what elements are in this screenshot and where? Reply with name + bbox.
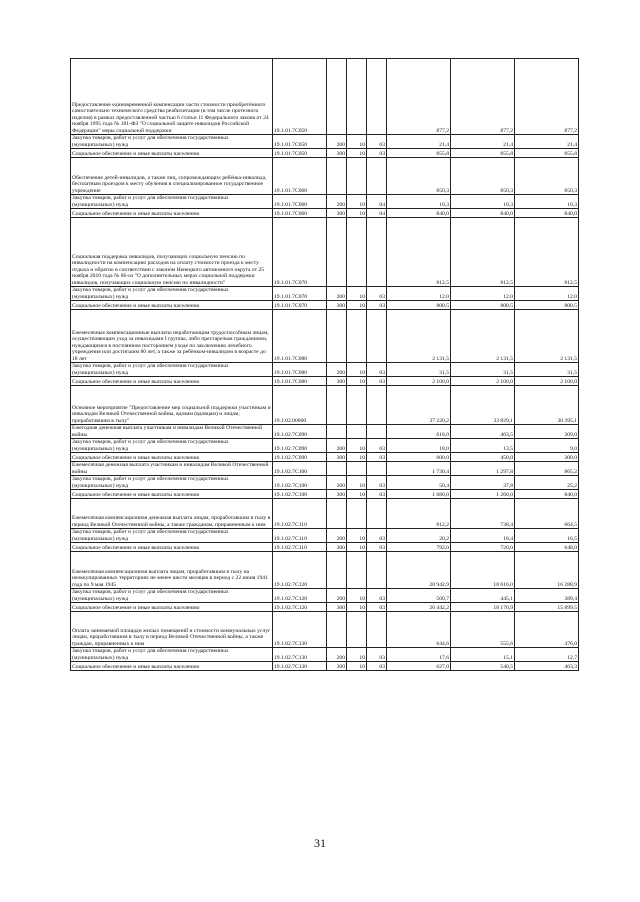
amount-year-1: 840,0 bbox=[387, 209, 451, 218]
amount-year-3: 21,4 bbox=[515, 135, 579, 149]
row-name: Социальное обеспечение и иные выплаты населению bbox=[71, 301, 273, 310]
budget-table bbox=[70, 58, 579, 671]
amount-year-3: 12,0 bbox=[515, 287, 579, 301]
amount-year-1: 812,5 bbox=[387, 218, 451, 287]
subsection bbox=[367, 59, 387, 135]
table-row bbox=[71, 612, 579, 648]
amount-year-3: 812,5 bbox=[515, 218, 579, 287]
target-code: 19.1.01.7C070 bbox=[273, 301, 327, 310]
amount-year-1: 500,7 bbox=[387, 589, 451, 603]
amount-year-2: 18 616,0 bbox=[451, 552, 515, 589]
row-name: Закупка товаров, работ и услуг для обеспечения государственных (муниципальных) нужд bbox=[71, 648, 273, 662]
section: 10 bbox=[347, 603, 367, 612]
target-code: 19.1.02.7C120 bbox=[273, 589, 327, 603]
target-code: 19.1.02.7C130 bbox=[273, 612, 327, 648]
subsection: 03 bbox=[367, 543, 387, 552]
amount-year-2: 540,5 bbox=[451, 662, 515, 671]
amount-year-2: 720,0 bbox=[451, 543, 515, 552]
amount-year-1: 20 442,2 bbox=[387, 603, 451, 612]
amount-year-2: 840,0 bbox=[451, 209, 515, 218]
amount-year-1: 21,4 bbox=[387, 135, 451, 149]
table-row bbox=[71, 310, 579, 363]
target-code: 19.1.02.7C120 bbox=[273, 552, 327, 589]
amount-year-2: 12,0 bbox=[451, 287, 515, 301]
amount-year-3: 664,5 bbox=[515, 499, 579, 529]
section bbox=[347, 612, 367, 648]
section: 10 bbox=[347, 543, 367, 552]
row-name: Закупка товаров, работ и услуг для обеспечения государственных (муниципальных) нужд bbox=[71, 439, 273, 453]
target-code: 19.1.02.7C110 bbox=[273, 543, 327, 552]
expense-type: 200 bbox=[327, 195, 347, 209]
target-code: 19.1.02.7C130 bbox=[273, 662, 327, 671]
expense-type bbox=[327, 612, 347, 648]
amount-year-3: 9,0 bbox=[515, 439, 579, 453]
amount-year-1: 800,5 bbox=[387, 301, 451, 310]
amount-year-3: 10,3 bbox=[515, 195, 579, 209]
expense-type: 300 bbox=[327, 543, 347, 552]
expense-type bbox=[327, 462, 347, 476]
amount-year-3: 300,0 bbox=[515, 453, 579, 462]
section: 10 bbox=[347, 589, 367, 603]
table-row bbox=[71, 552, 579, 589]
section: 10 bbox=[347, 439, 367, 453]
amount-year-1: 31,5 bbox=[387, 363, 451, 377]
row-name: Предоставление единовременной компенсации части стоимости приобретённого самостоятельно технического средства реабилитации (в том числе протезного изделия) в рамках предоставленной частью 6 статьи 11 Федерального закона от 24 ноября 1995 года № 181-ФЗ "О социальной защите инвалидов Российской Федерации" меры социальной поддержки bbox=[71, 59, 273, 135]
expense-type bbox=[327, 552, 347, 589]
amount-year-3: 476,0 bbox=[515, 612, 579, 648]
amount-year-2: 800,5 bbox=[451, 301, 515, 310]
amount-year-2: 812,5 bbox=[451, 218, 515, 287]
subsection: 03 bbox=[367, 377, 387, 386]
target-code: 19.1.02.7C100 bbox=[273, 476, 327, 490]
row-name: Ежемесячная денежная выплата участникам и инвалидам Великой Отечественной войны bbox=[71, 462, 273, 476]
table-row bbox=[71, 59, 579, 135]
expense-type: 300 bbox=[327, 490, 347, 499]
amount-year-1: 600,0 bbox=[387, 453, 451, 462]
amount-year-2: 13,5 bbox=[451, 439, 515, 453]
amount-year-3: 30 395,1 bbox=[515, 386, 579, 425]
table-row bbox=[71, 377, 579, 386]
amount-year-3: 2 100,0 bbox=[515, 377, 579, 386]
table-row bbox=[71, 363, 579, 377]
section: 10 bbox=[347, 490, 367, 499]
amount-year-1: 812,2 bbox=[387, 499, 451, 529]
expense-type: 300 bbox=[327, 209, 347, 218]
target-code: 19.1.02.7C100 bbox=[273, 490, 327, 499]
subsection: 03 bbox=[367, 589, 387, 603]
amount-year-1: 2 100,0 bbox=[387, 377, 451, 386]
table-row bbox=[71, 476, 579, 490]
target-code: 19.1.02.7C090 bbox=[273, 453, 327, 462]
amount-year-3: 309,0 bbox=[515, 425, 579, 439]
row-name: Ежегодная денежная выплата участникам и инвалидам Великой Отечественной войны bbox=[71, 425, 273, 439]
amount-year-3: 463,3 bbox=[515, 662, 579, 671]
section bbox=[347, 158, 367, 195]
amount-year-2: 33 829,1 bbox=[451, 386, 515, 425]
amount-year-1: 627,0 bbox=[387, 662, 451, 671]
amount-year-3: 850,3 bbox=[515, 158, 579, 195]
table-row bbox=[71, 386, 579, 425]
section bbox=[347, 386, 367, 425]
amount-year-3: 16 288,9 bbox=[515, 552, 579, 589]
expense-type: 200 bbox=[327, 529, 347, 543]
table-row bbox=[71, 529, 579, 543]
row-name: Ежемесячная компенсационная денежная выплата лицам, проработавшим в тылу в период Великой Отечественной войны, а также гражданам, приравненным к ним bbox=[71, 499, 273, 529]
section: 10 bbox=[347, 195, 367, 209]
row-name: Социальное обеспечение и иные выплаты населению bbox=[71, 543, 273, 552]
subsection: 03 bbox=[367, 363, 387, 377]
section: 10 bbox=[347, 135, 367, 149]
row-name: Закупка товаров, работ и услуг для обеспечения государственных (муниципальных) нужд bbox=[71, 589, 273, 603]
table-row bbox=[71, 462, 579, 476]
amount-year-2: 1 260,0 bbox=[451, 490, 515, 499]
subsection: 03 bbox=[367, 648, 387, 662]
expense-type bbox=[327, 218, 347, 287]
target-code: 19.1.02.7C120 bbox=[273, 603, 327, 612]
table-row bbox=[71, 218, 579, 287]
section: 10 bbox=[347, 648, 367, 662]
amount-year-2: 445,1 bbox=[451, 589, 515, 603]
subsection: 03 bbox=[367, 490, 387, 499]
row-name: Социальное обеспечение и иные выплаты населению bbox=[71, 662, 273, 671]
row-name: Закупка товаров, работ и услуг для обеспечения государственных (муниципальных) нужд bbox=[71, 135, 273, 149]
table-row bbox=[71, 499, 579, 529]
subsection: 03 bbox=[367, 439, 387, 453]
subsection: 03 bbox=[367, 135, 387, 149]
subsection: 03 bbox=[367, 476, 387, 490]
table-row bbox=[71, 648, 579, 662]
amount-year-3: 840,0 bbox=[515, 209, 579, 218]
expense-type bbox=[327, 425, 347, 439]
section bbox=[347, 499, 367, 529]
amount-year-3: 800,5 bbox=[515, 301, 579, 310]
amount-year-1: 877,2 bbox=[387, 59, 451, 135]
row-name: Социальное обеспечение и иные выплаты населению bbox=[71, 490, 273, 499]
amount-year-2: 2 131,5 bbox=[451, 310, 515, 363]
target-code: 19.1.02.7C110 bbox=[273, 499, 327, 529]
amount-year-2: 738,4 bbox=[451, 499, 515, 529]
amount-year-2: 855,8 bbox=[451, 149, 515, 158]
amount-year-1: 50,4 bbox=[387, 476, 451, 490]
section: 10 bbox=[347, 287, 367, 301]
row-name: Социальное обеспечение и иные выплаты населению bbox=[71, 603, 273, 612]
amount-year-2: 21,4 bbox=[451, 135, 515, 149]
page-number: 31 bbox=[314, 836, 326, 850]
expense-type: 200 bbox=[327, 363, 347, 377]
amount-year-3: 16,5 bbox=[515, 529, 579, 543]
amount-year-3: 31,5 bbox=[515, 363, 579, 377]
row-name: Социальная поддержка инвалидов, получающих социальную пенсию по инвалидности на компенсацию расходов на оплату стоимости проезда к месту отдыха и обратно в соответствии с законом Ненецкого автономного округа от 25 ноября 2010 года № 86-оз "О дополнительных мерах социальной поддержки инвалидов, получающих социальную пенсию по инвалидности" bbox=[71, 218, 273, 287]
table-body bbox=[71, 59, 579, 671]
amount-year-1: 644,6 bbox=[387, 612, 451, 648]
section: 10 bbox=[347, 453, 367, 462]
section: 10 bbox=[347, 476, 367, 490]
amount-year-2: 18 170,9 bbox=[451, 603, 515, 612]
expense-type: 300 bbox=[327, 301, 347, 310]
amount-year-2: 2 100,0 bbox=[451, 377, 515, 386]
section bbox=[347, 552, 367, 589]
expense-type bbox=[327, 499, 347, 529]
table-row bbox=[71, 149, 579, 158]
subsection bbox=[367, 552, 387, 589]
amount-year-2: 15,1 bbox=[451, 648, 515, 662]
expense-type bbox=[327, 386, 347, 425]
section bbox=[347, 425, 367, 439]
target-code: 19.1.01.7C060 bbox=[273, 209, 327, 218]
subsection bbox=[367, 158, 387, 195]
target-code: 19.1.02.7C090 bbox=[273, 439, 327, 453]
section bbox=[347, 462, 367, 476]
table-row bbox=[71, 439, 579, 453]
target-code: 19.1.01.7C050 bbox=[273, 149, 327, 158]
target-code: 19.1.01.7C060 bbox=[273, 158, 327, 195]
table-row bbox=[71, 589, 579, 603]
row-name: Социальное обеспечение и иные выплаты населению bbox=[71, 149, 273, 158]
amount-year-1: 20 942,9 bbox=[387, 552, 451, 589]
expense-type bbox=[327, 59, 347, 135]
table-row bbox=[71, 209, 579, 218]
subsection bbox=[367, 612, 387, 648]
subsection: 03 bbox=[367, 453, 387, 462]
amount-year-1: 20,2 bbox=[387, 529, 451, 543]
subsection: 04 bbox=[367, 209, 387, 218]
amount-year-2: 877,2 bbox=[451, 59, 515, 135]
section: 10 bbox=[347, 662, 367, 671]
amount-year-1: 12,0 bbox=[387, 287, 451, 301]
section: 10 bbox=[347, 363, 367, 377]
amount-year-3: 840,0 bbox=[515, 490, 579, 499]
subsection bbox=[367, 218, 387, 287]
amount-year-3: 865,2 bbox=[515, 462, 579, 476]
row-name: Ежемесячная компенсационная выплата лицам, проработавшим в тылу на неоккупированных территориях не менее шести месяцев в период с 22 июня 1941 года по 9 мая 1945 bbox=[71, 552, 273, 589]
amount-year-1: 2 131,5 bbox=[387, 310, 451, 363]
subsection: 03 bbox=[367, 603, 387, 612]
amount-year-3: 12,7 bbox=[515, 648, 579, 662]
amount-year-1: 18,0 bbox=[387, 439, 451, 453]
row-name: Социальное обеспечение и иные выплаты населению bbox=[71, 209, 273, 218]
expense-type: 200 bbox=[327, 476, 347, 490]
table-row bbox=[71, 301, 579, 310]
amount-year-1: 855,8 bbox=[387, 149, 451, 158]
row-name: Ежемесячные компенсационные выплаты неработающим трудоспособным лицам, осуществляющим уход за инвалидами I группы, либо престарелым гражданином, нуждающимся в постоянном постороннем уходе по заключению лечебного учреждения или достигшим 80 лет, а также за ребёнком-инвалидом в возрасте до 18 лет bbox=[71, 310, 273, 363]
table-row bbox=[71, 543, 579, 552]
row-name: Закупка товаров, работ и услуг для обеспечения государственных (муниципальных) нужд bbox=[71, 529, 273, 543]
amount-year-3: 2 131,5 bbox=[515, 310, 579, 363]
row-name: Социальное обеспечение и иные выплаты населению bbox=[71, 377, 273, 386]
amount-year-1: 1 680,0 bbox=[387, 490, 451, 499]
amount-year-3: 15 899,5 bbox=[515, 603, 579, 612]
amount-year-2: 18,4 bbox=[451, 529, 515, 543]
row-name: Закупка товаров, работ и услуг для обеспечения государственных (муниципальных) нужд bbox=[71, 287, 273, 301]
subsection bbox=[367, 499, 387, 529]
table-row bbox=[71, 158, 579, 195]
row-name: Основное мероприятие "Предоставление мер социальной поддержки участникам и инвалидам Великой Отечественной войны, вдовам (вдовцам) и лицам, проработавшим в тылу" bbox=[71, 386, 273, 425]
expense-type: 200 bbox=[327, 135, 347, 149]
expense-type: 300 bbox=[327, 662, 347, 671]
expense-type: 300 bbox=[327, 453, 347, 462]
expense-type bbox=[327, 310, 347, 363]
subsection bbox=[367, 386, 387, 425]
subsection bbox=[367, 462, 387, 476]
table-row bbox=[71, 135, 579, 149]
target-code: 19.1.01.7C070 bbox=[273, 287, 327, 301]
expense-type: 300 bbox=[327, 149, 347, 158]
row-name: Социальное обеспечение и иные выплаты населению bbox=[71, 453, 273, 462]
amount-year-3: 389,4 bbox=[515, 589, 579, 603]
target-code: 19.1.01.7C080 bbox=[273, 377, 327, 386]
target-code: 19.1.02.7C110 bbox=[273, 529, 327, 543]
amount-year-1: 10,3 bbox=[387, 195, 451, 209]
amount-year-3: 648,0 bbox=[515, 543, 579, 552]
expense-type: 300 bbox=[327, 377, 347, 386]
amount-year-2: 850,3 bbox=[451, 158, 515, 195]
subsection bbox=[367, 310, 387, 363]
amount-year-2: 10,3 bbox=[451, 195, 515, 209]
expense-type bbox=[327, 158, 347, 195]
target-code: 19.1.01.7C050 bbox=[273, 135, 327, 149]
expense-type: 300 bbox=[327, 603, 347, 612]
subsection bbox=[367, 425, 387, 439]
amount-year-1: 37 220,2 bbox=[387, 386, 451, 425]
amount-year-3: 855,8 bbox=[515, 149, 579, 158]
expense-type: 200 bbox=[327, 648, 347, 662]
target-code: 19.1.02.7C130 bbox=[273, 648, 327, 662]
amount-year-2: 555,6 bbox=[451, 612, 515, 648]
target-code: 19.1.02.7C100 bbox=[273, 462, 327, 476]
amount-year-2: 463,5 bbox=[451, 425, 515, 439]
section: 10 bbox=[347, 209, 367, 218]
table-row bbox=[71, 662, 579, 671]
row-name: Закупка товаров, работ и услуг для обеспечения государственных (муниципальных) нужд bbox=[71, 195, 273, 209]
subsection: 03 bbox=[367, 301, 387, 310]
table-row bbox=[71, 425, 579, 439]
target-code: 19.1.02.00000 bbox=[273, 386, 327, 425]
section: 10 bbox=[347, 149, 367, 158]
target-code: 19.1.02.7C090 bbox=[273, 425, 327, 439]
section bbox=[347, 218, 367, 287]
amount-year-1: 618,0 bbox=[387, 425, 451, 439]
subsection: 03 bbox=[367, 287, 387, 301]
row-name: Закупка товаров, работ и услуг для обеспечения государственных (муниципальных) нужд bbox=[71, 363, 273, 377]
row-name: Обеспечение детей-инвалидов, а также лиц, сопровождающих ребёнка-инвалида, бесплатным проездом к месту обучения в специализированное государственное учреждение bbox=[71, 158, 273, 195]
section: 10 bbox=[347, 377, 367, 386]
amount-year-2: 450,0 bbox=[451, 453, 515, 462]
target-code: 19.1.01.7C080 bbox=[273, 310, 327, 363]
amount-year-1: 792,0 bbox=[387, 543, 451, 552]
subsection: 03 bbox=[367, 529, 387, 543]
amount-year-1: 17,6 bbox=[387, 648, 451, 662]
amount-year-2: 31,5 bbox=[451, 363, 515, 377]
amount-year-3: 25,2 bbox=[515, 476, 579, 490]
table-row bbox=[71, 453, 579, 462]
target-code: 19.1.01.7C070 bbox=[273, 218, 327, 287]
row-name: Закупка товаров, работ и услуг для обеспечения государственных (муниципальных) нужд bbox=[71, 476, 273, 490]
subsection: 03 bbox=[367, 662, 387, 671]
amount-year-2: 1 297,8 bbox=[451, 462, 515, 476]
section: 10 bbox=[347, 301, 367, 310]
subsection: 03 bbox=[367, 149, 387, 158]
expense-type: 200 bbox=[327, 287, 347, 301]
section: 10 bbox=[347, 529, 367, 543]
section bbox=[347, 310, 367, 363]
section bbox=[347, 59, 367, 135]
amount-year-2: 37,8 bbox=[451, 476, 515, 490]
expense-type: 200 bbox=[327, 439, 347, 453]
amount-year-1: 850,3 bbox=[387, 158, 451, 195]
table-row bbox=[71, 603, 579, 612]
subsection: 04 bbox=[367, 195, 387, 209]
expense-type: 200 bbox=[327, 589, 347, 603]
target-code: 19.1.01.7C050 bbox=[273, 59, 327, 135]
amount-year-3: 877,2 bbox=[515, 59, 579, 135]
amount-year-1: 1 730,4 bbox=[387, 462, 451, 476]
table-row bbox=[71, 287, 579, 301]
target-code: 19.1.01.7C060 bbox=[273, 195, 327, 209]
row-name: Оплата занимаемой площади жилых помещений и стоимости коммунальных услуг лицам, проработавшим в тылу в период Великой Отечественной войны, а также граждан, приравненных к ним bbox=[71, 612, 273, 648]
table-row bbox=[71, 195, 579, 209]
table-row bbox=[71, 490, 579, 499]
target-code: 19.1.01.7C080 bbox=[273, 363, 327, 377]
